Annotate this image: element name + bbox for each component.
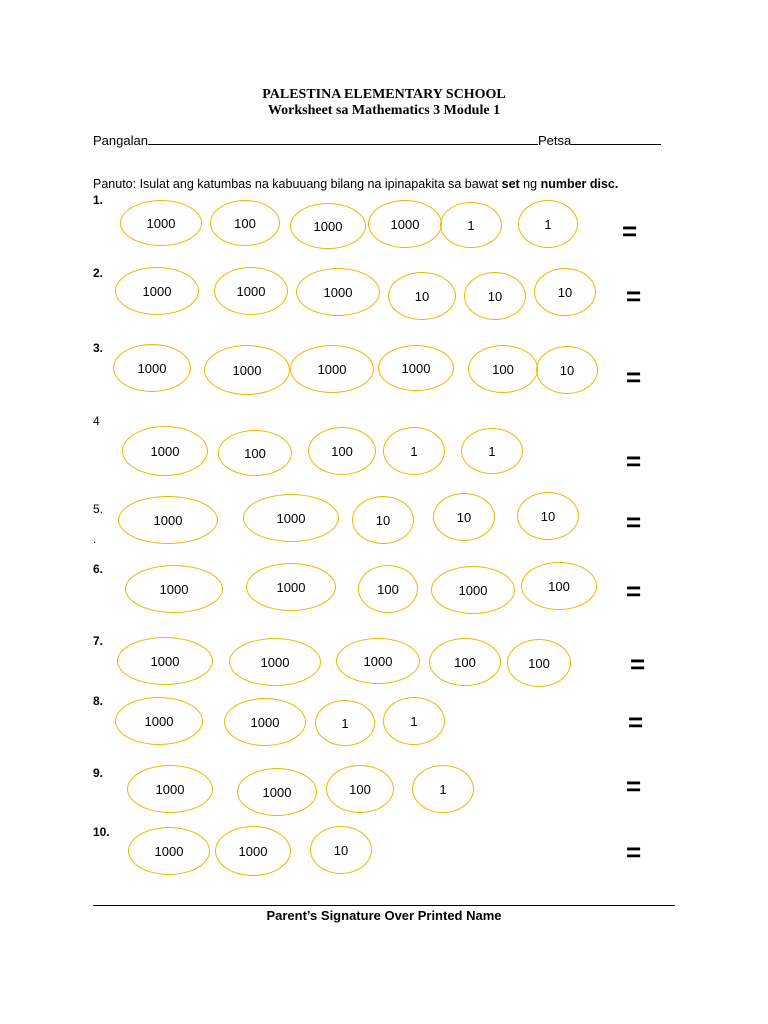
item-number: 4	[93, 414, 100, 428]
date-label: Petsa	[537, 133, 572, 148]
equals-sign: =	[626, 507, 642, 537]
stray-mark: .	[93, 532, 97, 546]
name-blank[interactable]	[148, 133, 538, 145]
number-disc: 1	[518, 200, 578, 248]
number-disc: 10	[517, 492, 579, 540]
item-number: 2.	[93, 266, 104, 280]
number-disc: 1	[440, 202, 502, 248]
number-disc: 1000	[118, 496, 218, 544]
equals-sign: =	[626, 362, 642, 392]
number-disc: 1000	[125, 565, 223, 613]
number-disc: 1000	[204, 345, 290, 395]
signature-label: Parent’s Signature Over Printed Name	[266, 908, 502, 923]
item-number: 6.	[93, 562, 104, 576]
number-disc: 100	[429, 638, 501, 686]
number-disc: 100	[358, 565, 418, 613]
number-disc: 100	[521, 562, 597, 610]
number-disc: 1000	[215, 826, 291, 876]
number-disc: 1000	[128, 827, 210, 875]
name-date-line	[93, 133, 661, 148]
number-disc: 10	[464, 272, 526, 320]
number-disc: 1000	[296, 268, 380, 316]
number-disc: 1000	[290, 345, 374, 393]
number-disc: 100	[218, 430, 292, 476]
equals-sign: =	[622, 216, 638, 246]
date-blank[interactable]	[571, 133, 661, 145]
number-disc: 10	[388, 272, 456, 320]
number-disc: 10	[310, 826, 372, 874]
equals-sign: =	[626, 281, 642, 311]
number-disc: 1000	[120, 200, 202, 246]
equals-sign: =	[626, 576, 642, 606]
number-disc: 1000	[431, 566, 515, 614]
number-disc: 100	[468, 345, 538, 393]
instructions-bold-b: number disc.	[540, 177, 619, 191]
worksheet-title: Worksheet sa Mathematics 3 Module 1	[267, 103, 501, 118]
number-disc: 100	[326, 765, 394, 813]
instructions-bold-a: set	[501, 177, 520, 191]
name-label: Pangalan	[93, 133, 148, 148]
number-disc: 100	[210, 200, 280, 246]
number-disc: 1	[315, 700, 375, 746]
number-disc: 1	[383, 427, 445, 475]
equals-sign: =	[628, 707, 644, 737]
number-disc: 10	[536, 346, 598, 394]
equals-sign: =	[626, 446, 642, 476]
number-disc: 1000	[290, 203, 366, 249]
number-disc: 1000	[246, 563, 336, 611]
item-number: 8.	[93, 694, 104, 708]
number-disc: 1000	[115, 267, 199, 315]
item-number: 3.	[93, 341, 104, 355]
number-disc: 1	[412, 765, 474, 813]
instructions-text-a: Panuto: Isulat ang katumbas na kabuuang bilang na ipinapakita sa bawat	[93, 177, 502, 191]
signature-line	[93, 905, 675, 906]
item-number: 5.	[93, 502, 104, 516]
item-number: 1.	[93, 193, 104, 207]
instructions	[93, 177, 618, 191]
number-disc: 10	[534, 268, 596, 316]
number-disc: 1	[383, 697, 445, 745]
number-disc: 1000	[237, 768, 317, 816]
number-disc: 10	[352, 496, 414, 544]
number-disc: 1000	[113, 344, 191, 392]
item-number: 9.	[93, 766, 104, 780]
number-disc: 1000	[224, 698, 306, 746]
number-disc: 100	[507, 639, 571, 687]
number-disc: 1000	[127, 765, 213, 813]
number-disc: 1000	[336, 638, 420, 684]
school-name: PALESTINA ELEMENTARY SCHOOL	[262, 87, 506, 102]
instructions-text-b: ng	[519, 177, 541, 191]
number-disc: 1000	[122, 426, 208, 476]
item-number: 7.	[93, 634, 104, 648]
equals-sign: =	[626, 771, 642, 801]
number-disc: 1000	[378, 345, 454, 391]
number-disc: 1000	[229, 638, 321, 686]
number-disc: 10	[433, 493, 495, 541]
number-disc: 1000	[117, 637, 213, 685]
item-number: 10.	[93, 825, 110, 839]
number-disc: 1000	[115, 697, 203, 745]
number-disc: 100	[308, 427, 376, 475]
number-disc: 1000	[214, 267, 288, 315]
equals-sign: =	[630, 649, 646, 679]
number-disc: 1000	[368, 200, 442, 248]
number-disc: 1000	[243, 494, 339, 542]
number-disc: 1	[461, 428, 523, 474]
equals-sign: =	[626, 837, 642, 867]
